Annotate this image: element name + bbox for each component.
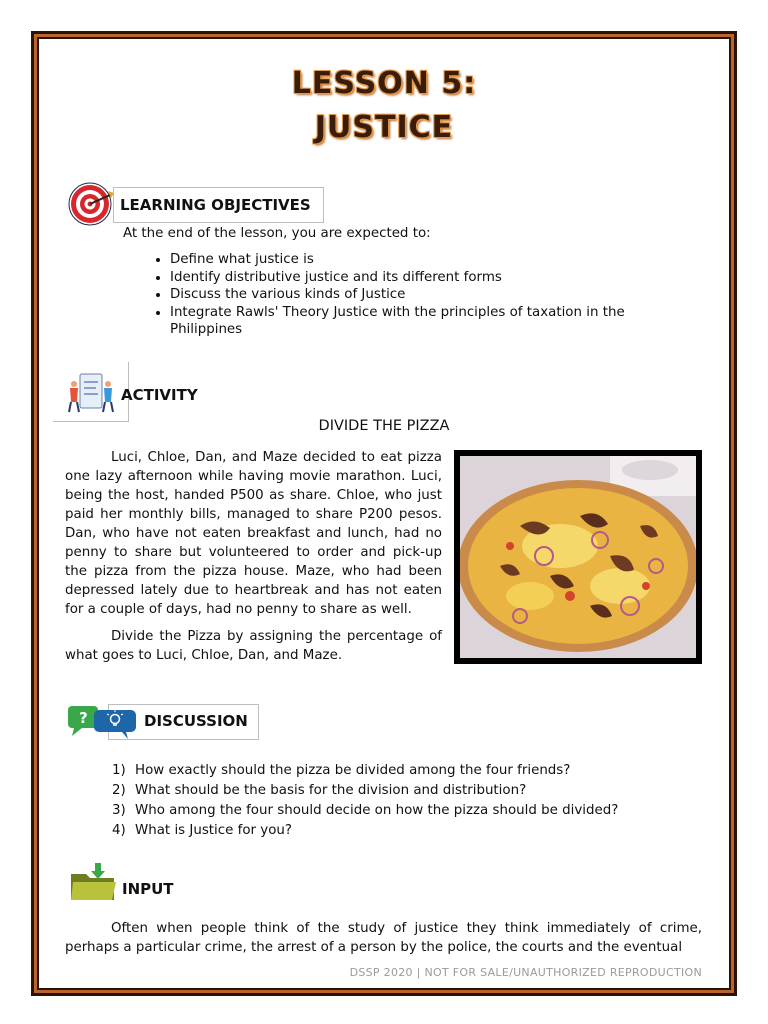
activity-heading: ACTIVITY <box>121 386 198 404</box>
input-paragraph: Often when people think of the study of justice they think immediately of crime, perhaps a particular crime, the arrest of a person by the police, the courts and the eventual <box>65 921 702 955</box>
activity-paragraph-1: Luci, Chloe, Dan, and Maze decided to eat pizza one lazy afternoon while having movie marathon. Luci, being the host, handed P500 as share. Chloe, who just paid her monthly bills, managed to share P200 pesos. Dan, who have not eaten breakfast and lunch, had no penny to share but volunteered to order and pick-up the pizza from the pizza house. Maze, who had been depressed lately due to heartbreak and has not eaten for a couple of days, had no penny to share as well. <box>65 450 442 617</box>
objectives-heading: LEARNING OBJECTIVES <box>120 196 311 214</box>
activity-paragraph-2: Divide the Pizza by assigning the percentage of what goes to Luci, Chloe, Dan, and Maze. <box>65 629 442 663</box>
objective-item: • Define what justice is <box>170 251 670 269</box>
pizza-illustration <box>460 456 696 658</box>
pizza-photo <box>460 456 696 658</box>
lesson-title-line2: JUSTICE <box>314 110 454 145</box>
input-heading: INPUT <box>122 880 174 898</box>
discussion-heading: DISCUSSION <box>144 712 248 730</box>
question-number: 2) <box>112 783 126 798</box>
discussion-question <box>112 761 672 781</box>
footer-notice: DSSP 2020 | NOT FOR SALE/UNAUTHORIZED REPRODUCTION <box>349 966 702 979</box>
activity-subtitle: DIVIDE THE PIZZA <box>318 418 450 434</box>
question-text: What is Justice for you? <box>135 823 293 838</box>
question-number: 1) <box>112 763 126 778</box>
pizza-photo-frame <box>454 450 702 664</box>
objectives-intro: At the end of the lesson, you are expected to: <box>123 226 431 241</box>
activity-people-icon <box>66 370 116 416</box>
objective-item: • Discuss the various kinds of Justice <box>170 286 670 304</box>
chat-bubbles-icon <box>66 704 140 740</box>
objective-item: • Identify distributive justice and its different forms <box>170 269 670 287</box>
question-text: Who among the four should decide on how the pizza should be divided? <box>135 803 619 818</box>
question-text: What should be the basis for the division and distribution? <box>135 783 527 798</box>
folder-download-icon <box>68 862 118 904</box>
question-text: How exactly should the pizza be divided among the four friends? <box>135 763 571 778</box>
question-number: 4) <box>112 823 126 838</box>
discussion-question <box>112 781 672 801</box>
discussion-questions <box>112 761 672 841</box>
objective-item: • Integrate Rawls' Theory Justice with the principles of taxation in the Philippines <box>170 304 670 339</box>
question-number: 3) <box>112 803 126 818</box>
lesson-title-line1: LESSON 5: <box>291 66 477 101</box>
objectives-list <box>152 251 670 339</box>
target-icon <box>66 181 116 227</box>
discussion-question <box>112 821 672 841</box>
discussion-question <box>112 801 672 821</box>
svg-text:?: ? <box>79 709 88 727</box>
